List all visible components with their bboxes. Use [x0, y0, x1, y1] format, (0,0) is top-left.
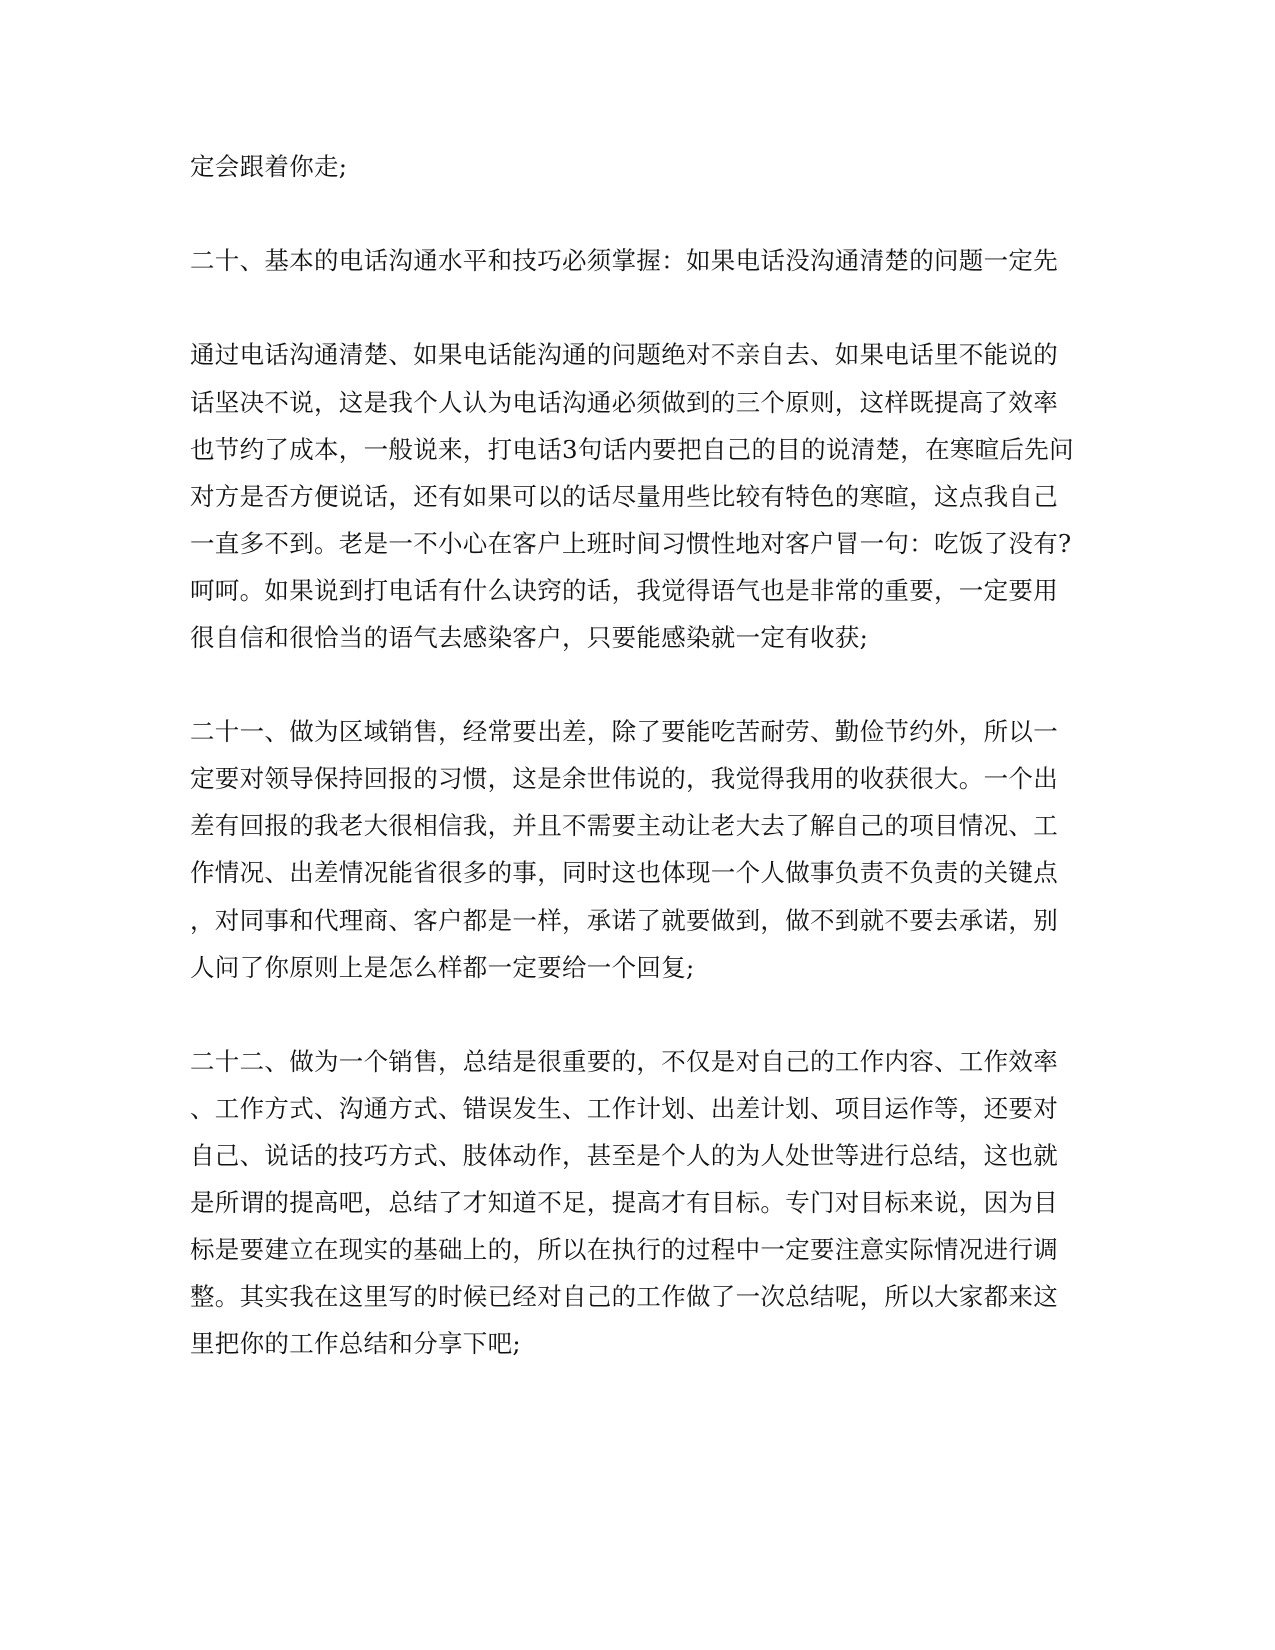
- text-line: 通过电话沟通清楚、如果电话能沟通的问题绝对不亲自去、如果电话里不能说的: [190, 340, 1058, 369]
- text-line: 呵呵。如果说到打电话有什么诀窍的话，我觉得语气也是非常的重要，一定要用: [190, 576, 1058, 605]
- text-line: 二十二、做为一个销售，总结是很重要的，不仅是对自己的工作内容、工作效率: [190, 1047, 1058, 1076]
- text-line: 是所谓的提高吧，总结了才知道不足，提高才有目标。专门对目标来说，因为目: [190, 1188, 1058, 1217]
- text-line: 对方是否方便说话，还有如果可以的话尽量用些比较有特色的寒暄，这点我自己: [190, 482, 1058, 511]
- text-line: 定要对领导保持回报的习惯，这是余世伟说的，我觉得我用的收获很大。一个出: [190, 764, 1058, 793]
- text-line: 一直多不到。老是一不小心在客户上班时间习惯性地对客户冒一句：吃饭了没有?: [190, 529, 1072, 558]
- text-line: 作情况、出差情况能省很多的事，同时这也体现一个人做事负责不负责的关键点: [190, 858, 1058, 887]
- text-line: 、工作方式、沟通方式、错误发生、工作计划、出差计划、项目运作等，还要对: [190, 1094, 1058, 1123]
- text-line: 自己、说话的技巧方式、肢体动作，甚至是个人的为人处世等进行总结，这也就: [190, 1141, 1058, 1170]
- text-line: 二十、基本的电话沟通水平和技巧必须掌握：如果电话没沟通清楚的问题一定先: [190, 246, 1058, 275]
- text-line: ，对同事和代理商、客户都是一样，承诺了就要做到，做不到就不要去承诺，别: [190, 906, 1058, 935]
- text-line: 很自信和很恰当的语气去感染客户，只要能感染就一定有收获;: [190, 623, 869, 652]
- text-line: 二十一、做为区域销售，经常要出差，除了要能吃苦耐劳、勤俭节约外，所以一: [190, 717, 1058, 746]
- text-line: 也节约了成本，一般说来，打电话3句话内要把自己的目的说清楚，在寒暄后先问: [190, 435, 1074, 464]
- text-line: 定会跟着你走;: [190, 152, 348, 181]
- text-line: 整。其实我在这里写的时候已经对自己的工作做了一次总结呢，所以大家都来这: [190, 1282, 1058, 1311]
- text-line: 里把你的工作总结和分享下吧;: [190, 1329, 521, 1358]
- text-line: 差有回报的我老大很相信我，并且不需要主动让老大去了解自己的项目情况、工: [190, 811, 1058, 840]
- text-line: 标是要建立在现实的基础上的，所以在执行的过程中一定要注意实际情况进行调: [190, 1235, 1058, 1264]
- text-line: 话坚决不说，这是我个人认为电话沟通必须做到的三个原则，这样既提高了效率: [190, 388, 1058, 417]
- text-line: 人问了你原则上是怎么样都一定要给一个回复;: [190, 953, 695, 982]
